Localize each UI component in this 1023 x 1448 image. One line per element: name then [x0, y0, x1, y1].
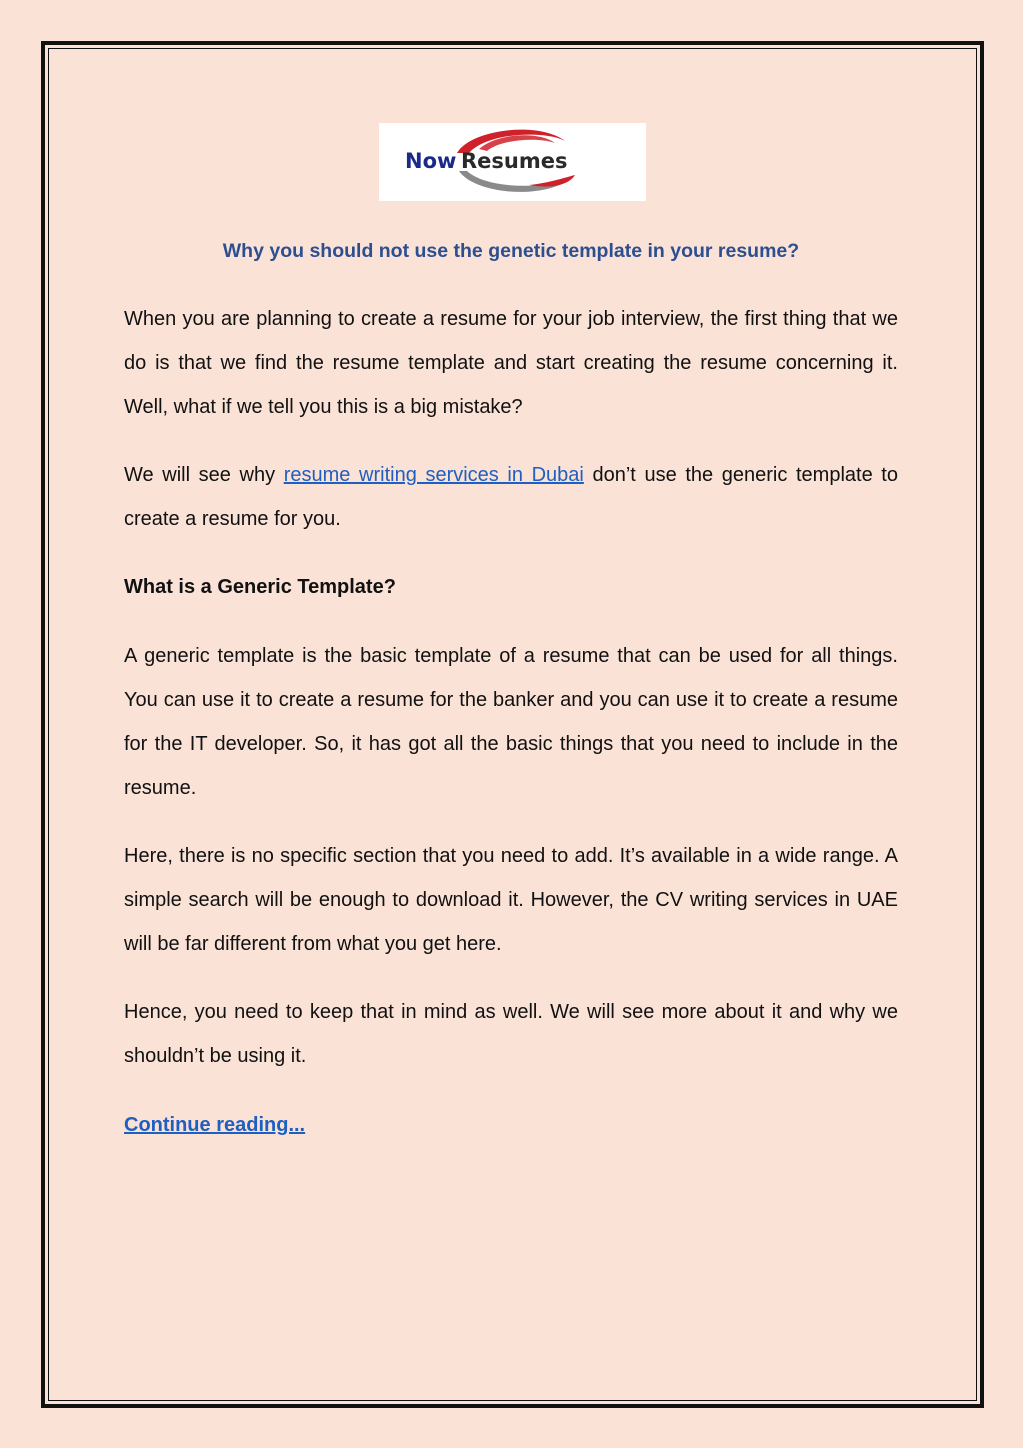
- continue-reading-link[interactable]: Continue reading...: [124, 1114, 306, 1136]
- paragraph-dubai: [124, 453, 898, 541]
- paragraph-keep-in-mind: Hence, you need to keep that in mind as well. We will see more about it and why we shouldn’t be using it.: [124, 1001, 898, 1067]
- paragraph-dubai-text-before: We will see why: [124, 464, 284, 486]
- logo-text-resumes: Resumes: [461, 149, 568, 173]
- paragraph-intro: When you are planning to create a resume for your job interview, the first thing that we do is that we find the resume template and start creating the resume concerning it. Well, what if we tell you this is a big mistake?: [124, 308, 898, 418]
- section-heading: What is a Generic Template?: [124, 576, 396, 598]
- nowresumes-logo: [379, 123, 646, 201]
- page-title: Why you should not use the genetic template in your resume?: [222, 240, 800, 262]
- logo-text-now: Now: [405, 149, 457, 173]
- paragraph-generic-template: A generic template is the basic template of a resume that can be used for all things. You can use it to create a resume for the banker and you can use it to create a resume for the IT developer. So, it has got all the basic things that you need to include in the resume.: [124, 645, 898, 799]
- paragraph-dubai-text-after: don’t use the generic template to create a resume for you.: [124, 464, 898, 530]
- paragraph-specific-section: Here, there is no specific section that you need to add. It’s available in a wide range. A simple search will be enough to download it. However, the CV writing services in UAE will be far different from what you get here.: [124, 845, 898, 955]
- resume-writing-services-link[interactable]: resume writing services in Dubai: [283, 464, 584, 486]
